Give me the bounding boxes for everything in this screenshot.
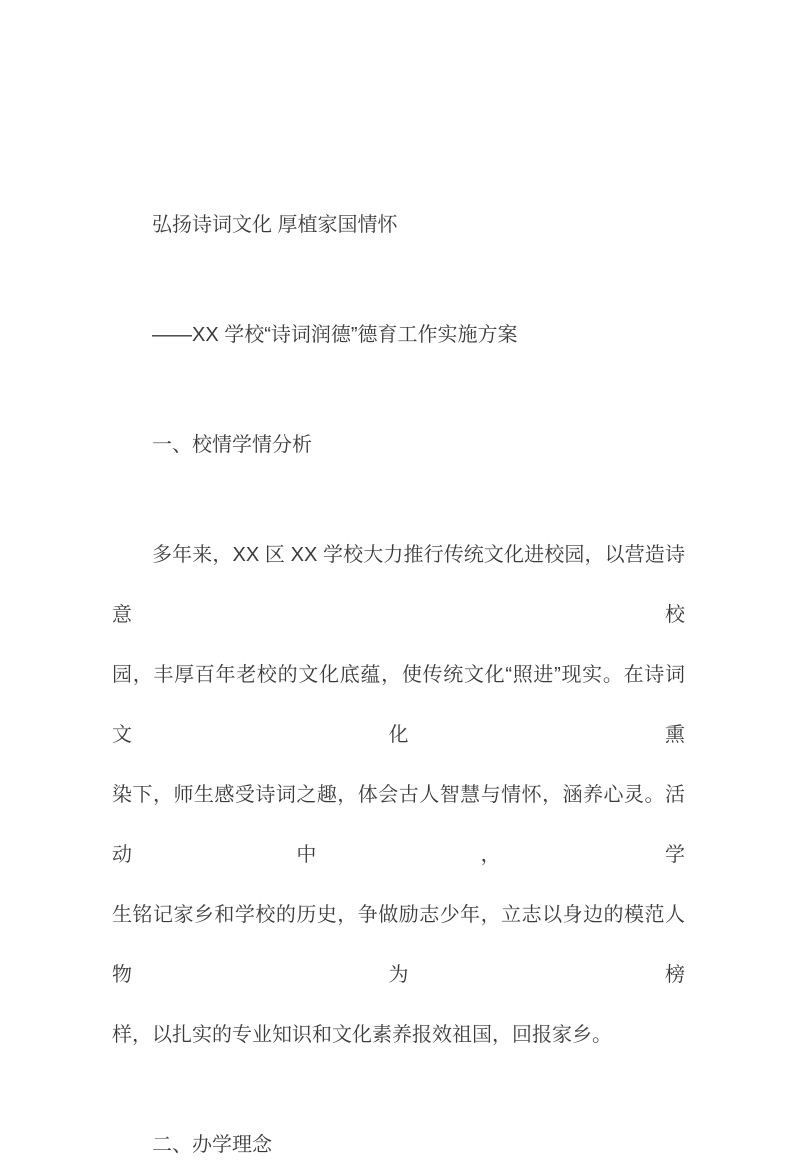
paragraph-line-5: 样，以扎实的专业知识和文化素养报效祖国，回报家乡。 — [112, 1024, 612, 1046]
section-heading-2: 二、办学理念 — [152, 1134, 272, 1156]
paragraph-line-2: 园，丰厚百年老校的文化底蕴，使传统文化“照进”现实。在诗词文化熏 — [112, 664, 685, 746]
document-subtitle: ——XX 学校“诗词润德”德育工作实施方案 — [152, 324, 518, 346]
section-1-paragraph — [112, 525, 685, 1065]
section-heading-1: 一、校情学情分析 — [152, 434, 312, 456]
paragraph-line-1: 多年来，XX 区 XX 学校大力推行传统文化进校园，以营造诗意校 — [112, 544, 685, 626]
paragraph-line-3: 染下，师生感受诗词之趣，体会古人智慧与情怀，涵养心灵。活动中，学 — [112, 784, 685, 866]
paragraph-line-4: 生铭记家乡和学校的历史，争做励志少年，立志以身边的模范人物为榜 — [112, 904, 685, 986]
document-title: 弘扬诗词文化 厚植家国情怀 — [152, 214, 398, 236]
document-content — [112, 195, 685, 1175]
